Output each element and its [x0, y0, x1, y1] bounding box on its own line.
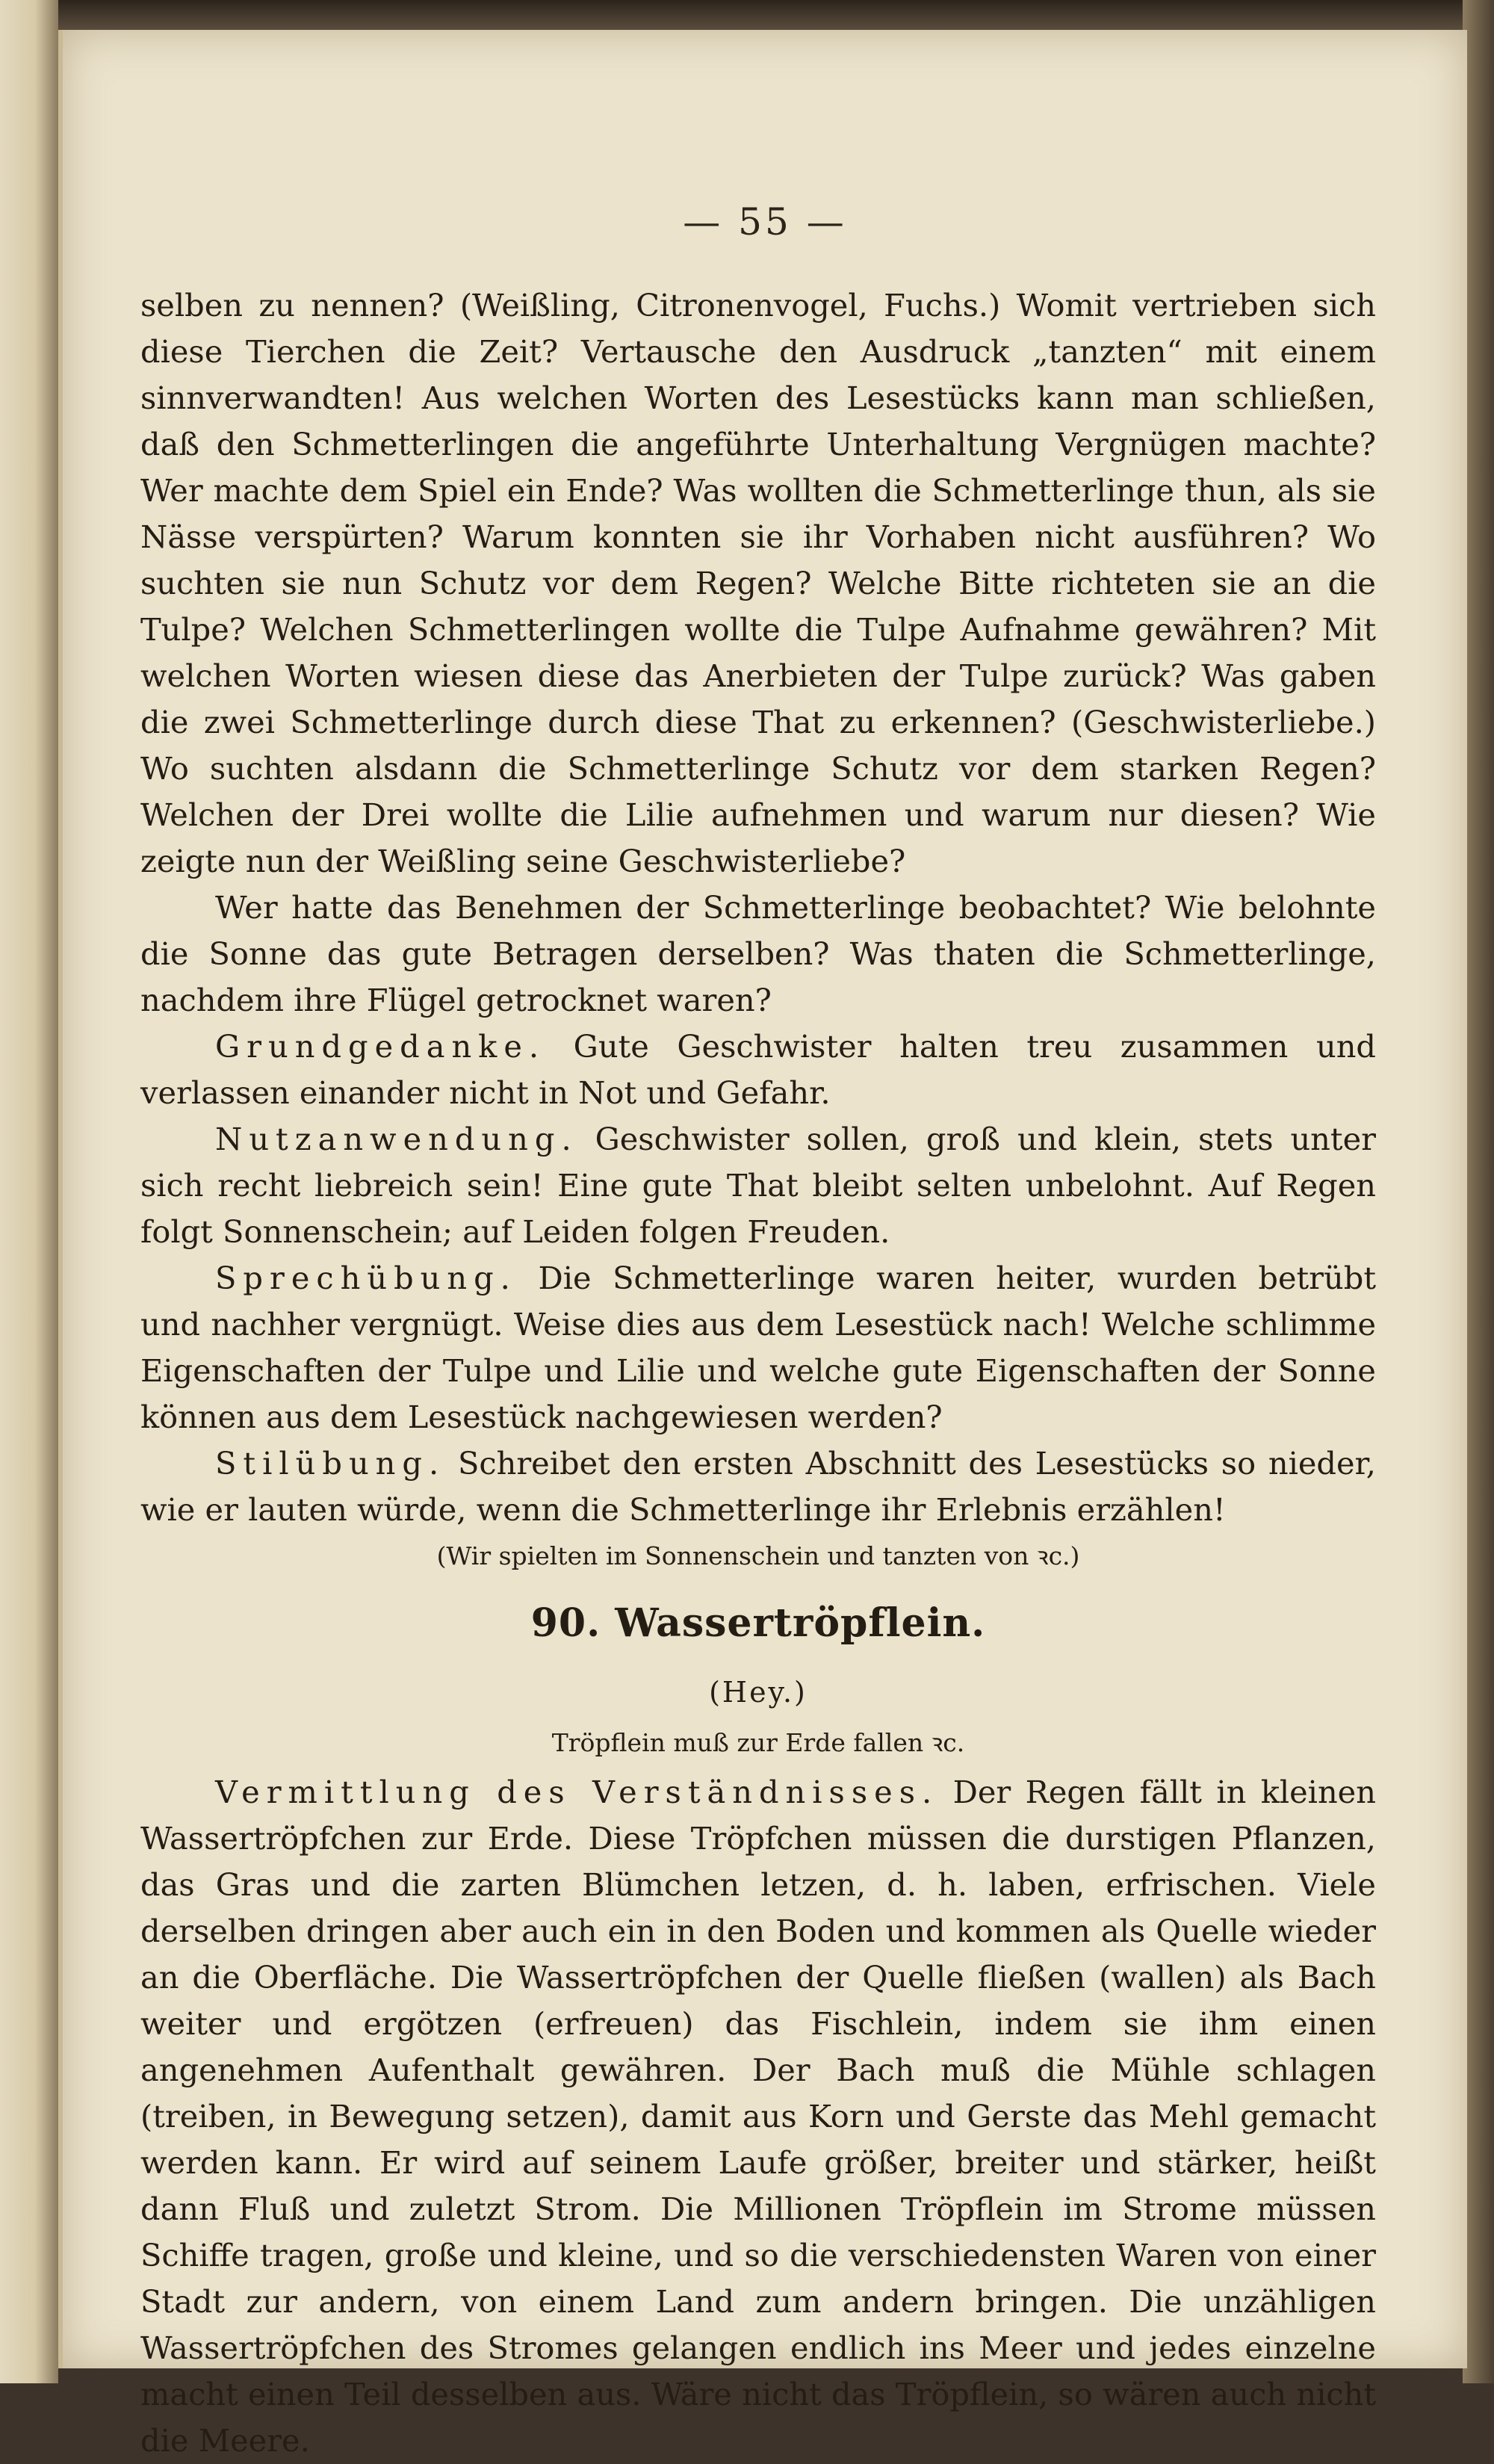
lesson-author: (Hey.): [709, 1676, 808, 1709]
review-questions: selben zu nennen? (Weißling, Citronenvogel, Fuchs.) Womit vertrieben sich diese Tierchen die Zeit? Vertausche den Ausdruck „tanzten“ mit einem sinnverwandten! Aus welchen Worten des Lesestücks kann man schließen, daß den Schmetterlingen die angeführte Unterhaltung Vergnügen machte? Wer machte dem Spiel ein Ende? Was wollten die Schmetterlinge thun, als sie Nässe verspürten? Warum konnten sie ihr Vorhaben nicht ausführen? Wo suchten sie nun Schutz vor dem Regen? Welche Bitte richteten sie an die Tulpe? Welchen Schmetterlingen wollte die Tulpe Aufnahme gewähren? Mit welchen Worten wiesen diese das Anerbieten der Tulpe zurück? Was gaben die zwei Schmetterlinge durch diese That zu erkennen? (Geschwisterliebe.) Wo suchten alsdann die Schmetterlinge Schutz vor dem starken Regen? Welchen der Drei wollte die Lilie aufnehmen und warum nur diesen? Wie zeigte nun der Weißling seine Geschwisterliebe?: [140, 287, 1376, 879]
stil-example: (Wir spielten im Sonnenschein und tanzten von ꝛc.): [436, 1541, 1080, 1570]
section-text: Geschwister sollen, groß und klein, stets unter sich recht liebreich sein! Eine gute That bleibt selten unbelohnt. Auf Regen folgt Sonnenschein; auf Leiden folgen Freuden.: [140, 1121, 1376, 1250]
section-label: Grundgedanke.: [215, 1028, 546, 1065]
review-questions-continued: Wer hatte das Benehmen der Schmetterlinge beobachtet? Wie belohnte die Sonne das gute Betragen derselben? Was thaten die Schmetterlinge, nachdem ihre Flügel getrocknet waren?: [140, 889, 1376, 1018]
section-nutzanwendung: [140, 1116, 1376, 1255]
book-gutter-left: [0, 0, 58, 2383]
lesson-explanation: [140, 1769, 1376, 2464]
book-page: [58, 30, 1467, 2459]
book-top-edge: [58, 0, 1494, 30]
page-number: — 55 —: [683, 200, 847, 244]
section-label: Nutzanwendung.: [215, 1121, 578, 1157]
section-sprechuebung: [140, 1255, 1376, 1440]
section-text: Gute Geschwister halten treu zusammen und verlassen einander nicht in Not und Gefahr.: [140, 1028, 1376, 1111]
lesson-text: Der Regen fällt in kleinen Wassertröpfchen zur Erde. Diese Tröpfchen müssen die durstigen Pflanzen, das Gras und die zarten Blümchen letzen, d. h. laben, erfrischen. Viele derselben dringen aber auch ein in den Boden und kommen als Quelle wieder an die Oberfläche. Die Wassertröpfchen der Quelle fließen (wallen) als Bach weiter und ergötzen (erfreuen) das Fischlein, indem sie ihm einen angenehmen Aufenthalt gewähren. Der Bach muß die Mühle schlagen (treiben, in Bewegung setzen), damit aus Korn und Gerste das Mehl gemacht werden kann. Er wird auf seinem Laufe größer, breiter und stärker, heißt dann Fluß und zuletzt Strom. Die Millionen Tröpflein im Strome müssen Schiffe tragen, große und kleine, und so die verschiedensten Waren von einer Stadt zur andern, von einem Land zum andern bringen. Die unzähligen Wassertröpfchen des Stromes gelangen endlich ins Meer und jedes einzelne macht einen Teil desselben aus. Wäre nicht das Tröpflein, so wären auch nicht die Meere.: [140, 1774, 1376, 2459]
section-grundgedanke: [140, 1024, 1376, 1116]
page-body: [140, 282, 1376, 2464]
section-label: Sprechübung.: [215, 1260, 517, 1296]
section-label: Stilübung.: [215, 1445, 446, 1482]
lesson-label: Vermittlung des Verständnisses.: [215, 1774, 939, 1810]
lesson-motto: Tröpflein muß zur Erde fallen ꝛc.: [551, 1728, 965, 1757]
book-edge-right: [1463, 0, 1494, 2383]
lesson-title: 90. Wassertröpflein.: [530, 1600, 986, 1646]
section-text: Schreibet den ersten Abschnitt des Lesestücks so nieder, wie er lauten würde, wenn die Schmetterlinge ihr Erlebnis erzählen!: [140, 1445, 1376, 1528]
section-text: Die Schmetterlinge waren heiter, wurden betrübt und nachher vergnügt. Weise dies aus dem Lesestück nach! Welche schlimme Eigenschaften der Tulpe und Lilie und welche gute Eigenschaften der Sonne können aus dem Lesestück nachgewiesen werden?: [140, 1260, 1376, 1435]
section-stiluebung: [140, 1440, 1376, 1533]
